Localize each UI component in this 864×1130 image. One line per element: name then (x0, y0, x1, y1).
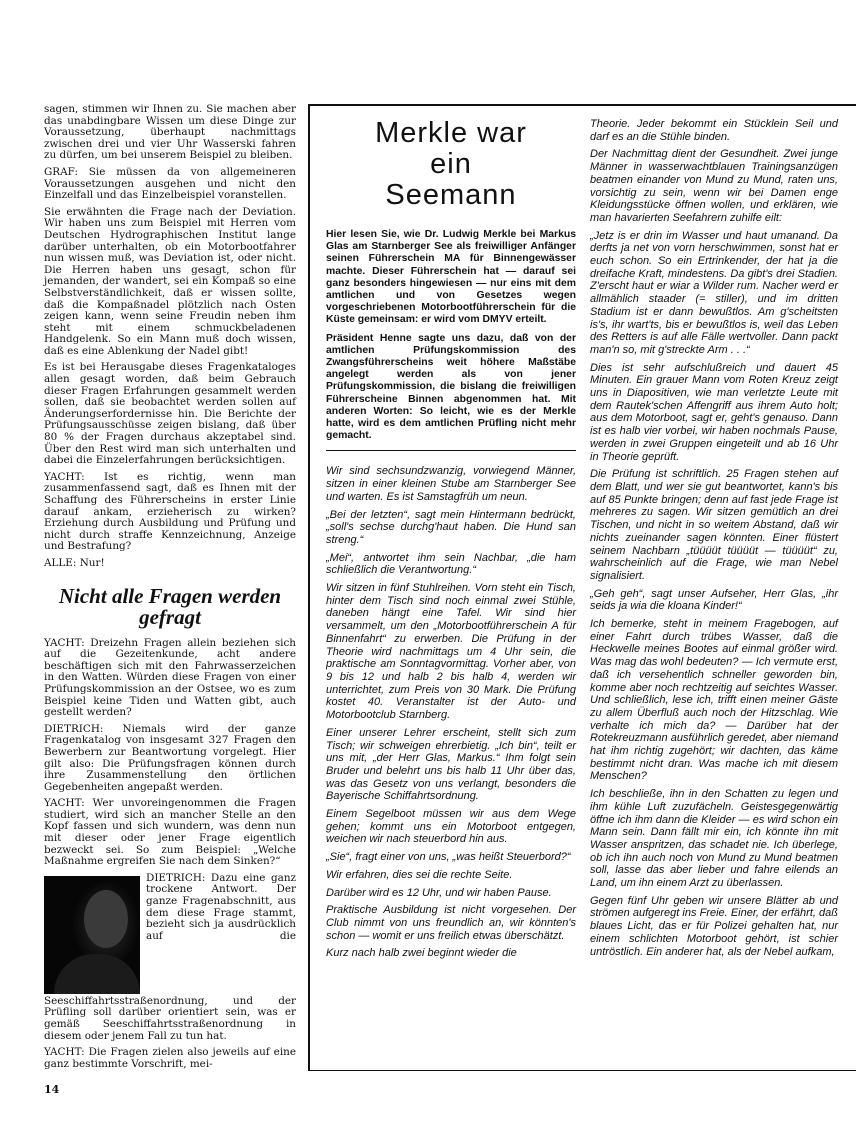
left-paragraph: YACHT: Wer unvoreingenommen die Fragen studiert, wird sich an mancher Stelle an den Kopf fassen und sich wundern, was denn nun mit dieser oder jener Frage eigentlich bezweckt sei. So zum Beispiel: „Welche Maßnahme ergreifen Sie nach dem Sinken?“ (44, 797, 296, 868)
article-paragraph: Wir sitzen in fünf Stuhlreihen. Vorn steht ein Tisch, hinter dem Tisch sind noch einmal zwei Stühle, daneben hängt eine Tafel. Wir sind hier versammelt, um den „Motorbootführerschein A für Binnenfahrt“ zu erwerben. Die Prüfung in der Theorie wird nachmittags um 4 Uhr sein, die praktische am Sonntagvormittag. Vorher aber, von 9 bis 12 und halb 2 bis halb 4, werden wir unterrichtet, zum Preis von 30 Mark. Die Prüfung kostet 40. Veranstalter ist der Auto- und Motorbootclub Starnberg. (326, 582, 576, 722)
page-number: 14 (44, 1083, 60, 1096)
section-subheading: Nicht alle Fragen werden gefragt (58, 583, 282, 629)
portrait-face (84, 890, 128, 948)
article-paragraph: Wir sind sechsundzwanzig, vorwiegend Männer, sitzen in einer kleinen Stube am Starnberger See und warten. Es ist Samstagfrüh um neun. (326, 465, 576, 503)
left-paragraph: YACHT: Ist es richtig, wenn man zusammenfassend sagt, daß es Ihnen mit der Schaffung des Führerscheins in erster Linie darauf ankam, erzieherisch zu wirken? Erziehung durch Ausbildung und Prüfung und nicht durch straffe Kennzeichnung, Anzeige und Bestrafung? (44, 470, 296, 553)
article-paragraph: Einem Segelboot müssen wir aus dem Wege gehen; kommt uns ein Motorboot entgegen, weichen wir nach steuerbord hin aus. (326, 808, 576, 846)
article-right-column (590, 118, 838, 963)
article-title-line: ein (430, 148, 472, 180)
article-title-line: Merkle war (375, 117, 527, 149)
article-paragraph: Kurz nach halb zwei beginnt wieder die (326, 947, 517, 960)
article-paragraph: Ich bemerke, steht in meinem Fragebogen, auf einer Fahrt durch trübes Wasser, daß die Heckwelle meines Bootes auf einmal größer wird. Was mag das wohl bedeuten? — Ich vermute erst, daß ich versehentlich schneller geworden bin, komme aber noch rechtzeitig auf seichtes Wasser. Und schließlich, lese ich, trifft einen meiner Gäste zu allem Überfluß auch noch der Hitzschlag. Wie verhalte ich mich da? — Darüber hat der Rotekreuzmann ausführlich geredet, aber niemand hat ihm richtig zugehört; wir dachten, das käme bestimmt nicht dran. Was mache ich mit diesem Menschen? (590, 618, 838, 783)
left-paragraph: GRAF: Sie müssen da von allgemeineren Voraussetzungen ausgehen und nicht den Einzelfall und das Einzelbeispiel voranstellen. (44, 165, 296, 202)
article-lead: Hier lesen Sie, wie Dr. Ludwig Merkle bei Markus Glas am Starnberger See als freiwilliger Anfänger seinen Führerschein MA für Binnengewässer machte. Dieser Führerschein hat — darauf sei ganz besonders hingewiesen — nur eins mit dem amtlichen und von Gesetzes wegen vorgeschriebenen Motorbootführerschein für die Küste gemeinsam: er wird vom DMYV erteilt. (326, 229, 576, 326)
article-paragraph: Der Nachmittag dient der Gesundheit. Zwei junge Männer in wasserwachtblauen Trainingsanzügen beatmen einander von Mund zu Mund, raten uns, vorsichtig zu sein, wenn wir bei Damen enge Kleidungsstücke öffnen wollen, und erklären, wie man havarierten Seefahrern zuhilfe eilt: (590, 148, 838, 224)
article-paragraph: Die Prüfung ist schriftlich. 25 Fragen stehen auf dem Blatt, und wer sie gut beantwortet, kann's bis auf 85 Punkte bringen; denn auf fast jede Frage ist mehreres zu sagen. Wir sitzen gemütlich an drei Tischen, und nicht in so weitem Abstand, daß wir nichts zueinander sagen könnten. Einer flüstert seinem Nachbarn „tüüüüt tüüüüt — tüüüüt“ zu, wahrscheinlich auf die Frage, wie man Nebel signalisiert. (590, 468, 838, 582)
left-column (44, 104, 296, 1075)
left-paragraph: DIETRICH: Niemals wird der ganze Fragenkatalog von insgesamt 327 Fragen den Bewerbern zur Beantwortung vorgelegt. Hier gilt also: Die Prüfungsfragen können durch ihre Zusammenstellung den örtlichen Gegebenheiten angepaßt werden. (44, 722, 296, 793)
article-paragraph: Wir erfahren, dies sei die rechte Seite. (326, 868, 513, 881)
article-paragraph: „Jetz is er drin im Wasser und haut umanand. Da derfts ja net von vorn herschwimmen, sonst hat er euch schon. So ein Ertrinkender, der hat ja die dreifache Kraft, mindestens. Da gibt's drei Stadien. Z'erscht haut er wiar a Wilder rum. Nacher werd er allmählich staader (= stiller), und im dritten Stadium ist er dann bewußtlos. Am g'scheitsten is's, ihr wart'ts, bis er bewußtlos is, weil das Leben des Retters is auf alle Fälle wertvoller. Dann packt man'n so, mit g'streckte Arm . . .“ (590, 229, 838, 356)
article-paragraph: Darüber wird es 12 Uhr, und wir haben Pause. (326, 886, 552, 899)
left-paragraph: YACHT: Dreizehn Fragen allein beziehen sich auf die Gezeitenkunde, acht andere beschäftigen sich mit den Fahrwasserzeichen in den Watten. Würden diese Fragen von einer Prüfungskommission an der Ostsee, wo es zum Beispiel keine Tiden und Watten gibt, auch gestellt werden? (44, 636, 296, 719)
article-paragraph: „Bei der letzten“, sagt mein Hintermann bedrückt, „soll's sechse durchg'haut haben. Die Hund san streng.“ (326, 508, 576, 546)
article-paragraph: Einer unserer Lehrer erscheint, stellt sich zum Tisch; wir schweigen ehrerbietig. „Ich bin“, teilt er uns mit, „der Herr Glas, Markus.“ Ihm folgt sein Bruder und belehrt uns bis halb 11 Uhr über das, was das Gesetz von uns verlangt, besonders die Bayerische Schiffahrtsordnung. (326, 726, 576, 803)
left-paragraph: ALLE: Nur! (44, 556, 105, 569)
article-lead: Präsident Henne sagte uns dazu, daß von der amtlichen Prüfungskommission des Zwangsführerscheins weit höhere Maßstäbe angelegt werden als von jener Prüfungskommission, die bislang die freiwilligen Führerscheine Binnen abgenommen hat. Mit anderen Worten: So leicht, wie es der Merkle hatte, wird es dem amtlichen Prüfling nicht mehr gemacht. (326, 332, 576, 442)
article-title (326, 118, 576, 211)
article-paragraph: Gegen fünf Uhr geben wir unsere Blätter ab und strömen aufgeregt ins Freie. Einer, der erfährt, daß blaues Licht, das er für Polizei gehalten hat, nur einem schlichten Motorboot gehört, ist schier untröstlich. Ein anderer hat, als der Nebel aufkam, (590, 894, 838, 958)
left-paragraph: sagen, stimmen wir Ihnen zu. Sie machen aber das unabdingbare Wissen um diese Dinge zur Voraussetzung, überhaupt nachmittags zwischen drei und vier Uhr Wasserski fahren zu dürfen, um bei unserem Beispiel zu bleiben. (44, 103, 296, 162)
article-paragraph: „Sie“, fragt einer von uns, „was heißt Steuerbord?“ (326, 851, 571, 864)
article-middle-column (326, 104, 576, 965)
portrait-shoulders (54, 954, 140, 994)
article-paragraph: Praktische Ausbildung ist nicht vorgesehen. Der Club nimmt von uns freundlich an, wir könnten's schon — womit er uns freilich etwas überschätzt. (326, 904, 576, 942)
article-paragraph: Ich beschließe, ihn in den Schatten zu legen und ihm kühle Luft zuzufächeln. Geistesgegenwärtig öffne ich ihm dann die Kleider — es wird schon ein Mann sein. Dann fällt mir ein, ich könnte ihn mit Wasser anspritzen, das schadet nie. Ich überlege, ob ich ihn auch noch von Mund zu Mund beatmen soll, lasse das aber lieber und fahre eilends an Land, um ihn einem Arzt zu überlassen. (590, 788, 838, 890)
article-title-line: Seemann (385, 179, 517, 211)
left-paragraph: YACHT: Die Fragen zielen also jeweils auf eine ganz bestimmte Vorschrift, mei- (44, 1046, 296, 1070)
portrait-photo (44, 876, 140, 994)
left-paragraph: Sie erwähnten die Frage nach der Deviation. Wir haben uns zum Beispiel mit Herren vom Deutschen Hydrographischen Institut lange darüber unterhalten, ob ein Motorbootfahrer nun wissen muß, was Deviation ist, oder nicht. Die Herren haben uns gesagt, schon für jemanden, der wandert, sei ein Kompaß so eine Selbstverständlichkeit, daß er wissen sollte, daß die Kompaßnadel plötzlich nach Osten zeigen kann, wenn seine Freudin neben ihm steht mit einem schmuckbeladenen Handgelenk. So ein Mann muß doch wissen, daß es eine Ablenkung der Nadel gibt! (44, 205, 296, 357)
article-paragraph: Dies ist sehr aufschlußreich und dauert 45 Minuten. Ein grauer Mann vom Roten Kreuz zeigt uns in Diapositiven, wie man verletzte Leute mit dem Rautek'schen Affengriff aus ihrem Auto holt; aus dem Motorboot, sagt er, geht's genauso. Dann ist es halb vier vorbei, wir haben nochmals Pause, werden in zwei Gruppen eingeteilt und ab 16 Uhr in Theorie geprüft. (590, 361, 838, 463)
lead-divider (326, 450, 576, 451)
article-paragraph: „Mei“, antwortet ihm sein Nachbar, „die ham schließlich die Verantwortung.“ (326, 551, 576, 577)
left-paragraph: Es ist bei Herausgabe dieses Fragenkataloges allen gesagt worden, daß beim Gebrauch dieser Fragen Erfahrungen gesammelt werden sollen, daß sie beobachtet werden sollen auf Änderungserfordernisse hin. Die Berichte der Prüfungsausschüsse zeigen bislang, daß über 80 % der Fragen durchaus akzeptabel sind. Über den Rest wird man sich unterhalten und dabei die Einzelerfahrungen berücksichtigen. (44, 361, 296, 467)
article-paragraph: Theorie. Jeder bekommt ein Stücklein Seil und darf es an die Stühle binden. (590, 118, 838, 143)
photo-paragraph-block (44, 873, 296, 1047)
left-paragraph: DIETRICH: Dazu eine ganz trockene Antwort. Der ganze Fragenabschnitt, aus dem diese Frage stammt, bezieht sich ja ausdrücklich auf die Seeschiffahrtsstraßenordnung, und der Prüfling soll darüber orientiert sein, was er gemäß Seeschiffahrtsstraßenordnung in diesem oder jenem Fall zu tun hat. (44, 872, 296, 1042)
article-paragraph: „Geh geh“, sagt unser Aufseher, Herr Glas, „ihr seids ja wia die kloana Kinder!“ (590, 587, 838, 613)
